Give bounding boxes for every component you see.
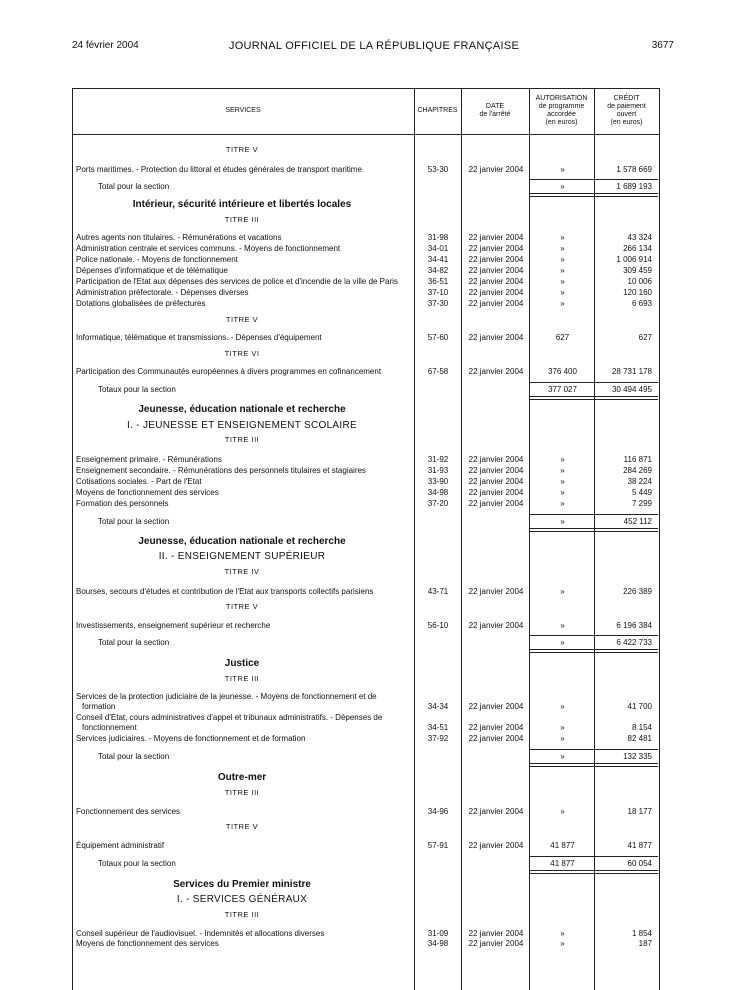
titre-heading: TITRE V: [225, 315, 259, 324]
credit-value: 1 578 669: [616, 165, 652, 174]
service-label: Enseignement primaire. - Rémunérations: [76, 455, 222, 464]
credit-value: 38 224: [627, 477, 652, 486]
autorisation-value: »: [560, 939, 565, 948]
total-rule: [530, 179, 658, 180]
table-row: [72, 498, 660, 509]
credit-value: 1 854: [631, 929, 652, 938]
total-rule: [530, 514, 658, 515]
autorisation-value: »: [560, 499, 565, 508]
titre-heading: TITRE III: [224, 910, 260, 919]
table-row: [72, 476, 660, 487]
autorisation-value: »: [560, 621, 565, 630]
table-row: [72, 366, 660, 377]
total-row: [72, 384, 660, 395]
credit-value: 6 693: [631, 299, 652, 308]
service-label: Participation des Communautés européennes à divers programmes en cofinancement: [76, 367, 382, 376]
page-number: 3677: [651, 40, 674, 51]
chapter-code: 34-34: [427, 702, 449, 711]
autorisation-value: »: [560, 182, 565, 191]
service-label: Cotisations sociales. - Part de l'Etat: [76, 477, 202, 486]
autorisation-value: »: [560, 288, 565, 297]
credit-value: 41 700: [627, 702, 652, 711]
autorisation-value: »: [560, 165, 565, 174]
chapter-code: 34-82: [427, 266, 449, 275]
chapter-code: 31-92: [427, 455, 449, 464]
total-rule: [530, 749, 658, 750]
col-rule: [461, 88, 462, 990]
decree-date: 22 janvier 2004: [468, 841, 524, 850]
ministry-heading: Services du Premier ministre: [173, 879, 311, 890]
service-label: Dotations globalisées de préfectures: [76, 299, 206, 308]
total-row: [72, 516, 660, 527]
decree-date: 22 janvier 2004: [468, 244, 524, 253]
decree-date: 22 janvier 2004: [468, 939, 524, 948]
chapter-code: 31-93: [427, 466, 449, 475]
autorisation-value: 627: [555, 333, 570, 342]
chapter-code: 57-91: [427, 841, 449, 850]
chapter-code: 31-09: [427, 929, 449, 938]
total-double-rule: [530, 396, 658, 400]
service-label: Conseil supérieur de l'audiovisuel. - Indemnités et allocations diverses: [76, 929, 325, 938]
table-row: [72, 465, 660, 476]
total-row: [72, 858, 660, 869]
autorisation-value: »: [560, 266, 565, 275]
credit-value: 6 196 384: [616, 621, 652, 630]
service-label: Fonctionnement des services: [76, 807, 181, 816]
chapter-code: 34-51: [427, 723, 449, 732]
service-label: Participation de l'Etat aux dépenses des services de police et d'incendie de la ville de Paris: [76, 277, 398, 286]
service-label: Moyens de fonctionnement des services: [76, 939, 219, 948]
total-row: [72, 637, 660, 648]
autorisation-value: »: [560, 734, 565, 743]
credit-value: 18 177: [627, 807, 652, 816]
credit-value: 452 112: [623, 517, 652, 526]
credit-value: 116 871: [623, 455, 652, 464]
total-double-rule: [530, 763, 658, 767]
service-label: Totaux pour la section: [98, 859, 176, 868]
credit-value: 5 449: [631, 488, 652, 497]
autorisation-value: »: [560, 723, 565, 732]
ministry-heading: Justice: [224, 658, 260, 669]
titre-heading: TITRE V: [225, 822, 259, 831]
decree-date: 22 janvier 2004: [468, 723, 524, 732]
titre-heading: TITRE III: [224, 788, 260, 797]
decree-date: 22 janvier 2004: [468, 288, 524, 297]
col-header-autorisation: AUTORISATION de programme accordée (en euros): [535, 95, 588, 126]
col-header-date: DATE de l'arrêté: [479, 103, 511, 118]
total-double-rule: [530, 193, 658, 197]
chapter-code: 56-10: [427, 621, 449, 630]
table-row: [72, 243, 660, 254]
autorisation-value: »: [560, 638, 565, 647]
col-rule: [659, 88, 660, 990]
service-label: Équipement administratif: [76, 841, 165, 850]
autorisation-value: »: [560, 244, 565, 253]
credit-value: 82 481: [627, 734, 652, 743]
decree-date: 22 janvier 2004: [468, 466, 524, 475]
credit-value: 7 299: [631, 499, 652, 508]
total-rule: [530, 635, 658, 636]
header-date: 24 février 2004: [72, 40, 139, 51]
decree-date: 22 janvier 2004: [468, 477, 524, 486]
total-rule: [530, 856, 658, 857]
decree-date: 22 janvier 2004: [468, 734, 524, 743]
section-subheading: I. - SERVICES GÉNÉRAUX: [176, 894, 308, 905]
service-label: Investissements, enseignement supérieur et recherche: [76, 621, 271, 630]
decree-date: 22 janvier 2004: [468, 488, 524, 497]
table-row: [72, 722, 660, 733]
credit-value: 627: [638, 333, 652, 342]
col-header-chapitres: CHAPITRES: [417, 107, 458, 114]
autorisation-value: »: [560, 929, 565, 938]
table-row: [72, 586, 660, 597]
autorisation-value: »: [560, 277, 565, 286]
table-row: [72, 487, 660, 498]
titre-heading: TITRE IV: [224, 567, 260, 576]
ministry-heading: Intérieur, sécurité intérieure et libertés locales: [132, 199, 352, 210]
total-double-rule: [530, 649, 658, 653]
decree-date: 22 janvier 2004: [468, 266, 524, 275]
autorisation-value: 41 877: [550, 859, 575, 868]
chapter-code: 34-41: [427, 255, 449, 264]
table-row: [72, 701, 660, 712]
table-row: [72, 254, 660, 265]
decree-date: 22 janvier 2004: [468, 165, 524, 174]
table-row: [72, 276, 660, 287]
chapter-code: 53-30: [427, 165, 449, 174]
decree-date: 22 janvier 2004: [468, 499, 524, 508]
journal-title: JOURNAL OFFICIEL DE LA RÉPUBLIQUE FRANÇAISE: [228, 40, 520, 52]
table-row: [72, 938, 660, 949]
service-label: Services de la protection judiciaire de la jeunesse. - Moyens de fonctionnement et de: [76, 692, 377, 701]
table-row: [72, 840, 660, 851]
decree-date: 22 janvier 2004: [468, 255, 524, 264]
autorisation-value: »: [560, 702, 565, 711]
total-row: [72, 181, 660, 192]
credit-value: 132 335: [623, 752, 652, 761]
service-label: Formation des personnels: [76, 499, 169, 508]
service-label: Police nationale. - Moyens de fonctionnement: [76, 255, 238, 264]
decree-date: 22 janvier 2004: [468, 621, 524, 630]
col-header-services: SERVICES: [225, 107, 261, 114]
service-label: Services judiciaires. - Moyens de fonctionnement et de formation: [76, 734, 306, 743]
autorisation-value: »: [560, 587, 565, 596]
service-label: Total pour la section: [98, 182, 170, 191]
autorisation-value: 41 877: [550, 841, 575, 850]
table-row: [72, 454, 660, 465]
service-label: Total pour la section: [98, 638, 170, 647]
service-label: Conseil d'Etat, cours administratives d'appel et tribunaux administratifs. - Dépenses de: [76, 713, 383, 722]
service-label: fonctionnement: [82, 723, 137, 732]
table-row: [72, 164, 660, 175]
ministry-heading: Jeunesse, éducation nationale et recherche: [138, 536, 346, 547]
chapter-code: 34-01: [427, 244, 449, 253]
service-label: Bourses, secours d'études et contribution de l'Etat aux transports collectifs parisiens: [76, 587, 374, 596]
service-label: Enseignement secondaire. - Rémunérations des personnels titulaires et stagiaires: [76, 466, 366, 475]
table-row: [72, 298, 660, 309]
ministry-heading: Jeunesse, éducation nationale et recherche: [138, 404, 346, 415]
chapter-code: 33-90: [427, 477, 449, 486]
decree-date: 22 janvier 2004: [468, 807, 524, 816]
credit-value: 10 006: [627, 277, 652, 286]
chapter-code: 37-30: [427, 299, 449, 308]
chapter-code: 57-60: [427, 333, 449, 342]
col-rule: [594, 88, 595, 990]
service-label: formation: [82, 702, 116, 711]
total-double-rule: [530, 528, 658, 532]
titre-heading: TITRE III: [224, 215, 260, 224]
titre-heading: TITRE V: [225, 145, 259, 154]
autorisation-value: »: [560, 477, 565, 486]
credit-value: 1 689 193: [616, 182, 652, 191]
autorisation-value: »: [560, 517, 565, 526]
section-subheading: II. - ENSEIGNEMENT SUPÉRIEUR: [158, 551, 326, 562]
decree-date: 22 janvier 2004: [468, 299, 524, 308]
credit-value: 226 389: [623, 587, 652, 596]
autorisation-value: »: [560, 255, 565, 264]
table-row: [72, 265, 660, 276]
ministry-heading: Outre-mer: [217, 772, 267, 783]
col-rule: [414, 88, 415, 990]
credit-value: 1 006 914: [616, 255, 652, 264]
header-bottom-rule: [72, 134, 660, 135]
table-row: [72, 620, 660, 631]
decree-date: 22 janvier 2004: [468, 455, 524, 464]
credit-value: 309 459: [623, 266, 652, 275]
autorisation-value: 376 400: [548, 367, 577, 376]
titre-heading: TITRE III: [224, 435, 260, 444]
chapter-code: 34-96: [427, 807, 449, 816]
table-row: [72, 232, 660, 243]
decree-date: 22 janvier 2004: [468, 333, 524, 342]
decree-date: 22 janvier 2004: [468, 277, 524, 286]
service-label: Ports maritimes. - Protection du littoral et études générales de transport maritime: [76, 165, 362, 174]
service-label: Administration préfectorale. - Dépenses diverses: [76, 288, 249, 297]
service-label: Autres agents non titulaires. - Rémunérations et vacations: [76, 233, 282, 242]
col-rule: [529, 88, 530, 990]
decree-date: 22 janvier 2004: [468, 233, 524, 242]
decree-date: 22 janvier 2004: [468, 587, 524, 596]
autorisation-value: »: [560, 807, 565, 816]
table-row: [72, 733, 660, 744]
decree-date: 22 janvier 2004: [468, 367, 524, 376]
chapter-code: 34-98: [427, 939, 449, 948]
credit-value: 284 269: [623, 466, 652, 475]
table-row: [72, 332, 660, 343]
credit-value: 41 877: [627, 841, 652, 850]
chapter-code: 37-10: [427, 288, 449, 297]
credit-value: 28 731 178: [611, 367, 652, 376]
autorisation-value: »: [560, 299, 565, 308]
decree-date: 22 janvier 2004: [468, 929, 524, 938]
chapter-code: 36-51: [427, 277, 449, 286]
section-subheading: I. - JEUNESSE ET ENSEIGNEMENT SCOLAIRE: [127, 420, 357, 431]
autorisation-value: »: [560, 488, 565, 497]
chapter-code: 67-58: [427, 367, 449, 376]
credit-value: 266 134: [623, 244, 652, 253]
total-double-rule: [530, 870, 658, 874]
chapter-code: 43-71: [427, 587, 449, 596]
chapter-code: 37-20: [427, 499, 449, 508]
credit-value: 43 324: [627, 233, 652, 242]
col-header-credit: CRÉDIT de paiement ouvert (en euros): [607, 95, 646, 126]
autorisation-value: »: [560, 466, 565, 475]
credit-value: 120 160: [623, 288, 652, 297]
chapter-code: 34-98: [427, 488, 449, 497]
total-row: [72, 751, 660, 762]
service-label: Administration centrale et services communs. - Moyens de fonctionnement: [76, 244, 341, 253]
decree-date: 22 janvier 2004: [468, 702, 524, 711]
service-label: Dépenses d'informatique et de télématique: [76, 266, 228, 275]
chapter-code: 31-98: [427, 233, 449, 242]
titre-heading: TITRE III: [224, 674, 260, 683]
appropriations-table: [72, 88, 660, 990]
autorisation-value: 377 027: [548, 385, 577, 394]
service-label: Totaux pour la section: [98, 385, 176, 394]
service-label: Total pour la section: [98, 752, 170, 761]
credit-value: 6 422 733: [616, 638, 652, 647]
chapter-code: 37-92: [427, 734, 449, 743]
service-label: Moyens de fonctionnement des services: [76, 488, 219, 497]
credit-value: 8 154: [631, 723, 652, 732]
titre-heading: TITRE VI: [224, 349, 260, 358]
service-label: Total pour la section: [98, 517, 170, 526]
total-rule: [530, 382, 658, 383]
autorisation-value: »: [560, 752, 565, 761]
service-label: Informatique, télématique et transmissions. - Dépenses d'équipement: [76, 333, 322, 342]
table-row: [72, 806, 660, 817]
credit-value: 187: [638, 939, 652, 948]
table-row: [72, 287, 660, 298]
autorisation-value: »: [560, 455, 565, 464]
credit-value: 60 054: [627, 859, 652, 868]
titre-heading: TITRE V: [225, 602, 259, 611]
credit-value: 30 494 495: [611, 385, 652, 394]
autorisation-value: »: [560, 233, 565, 242]
